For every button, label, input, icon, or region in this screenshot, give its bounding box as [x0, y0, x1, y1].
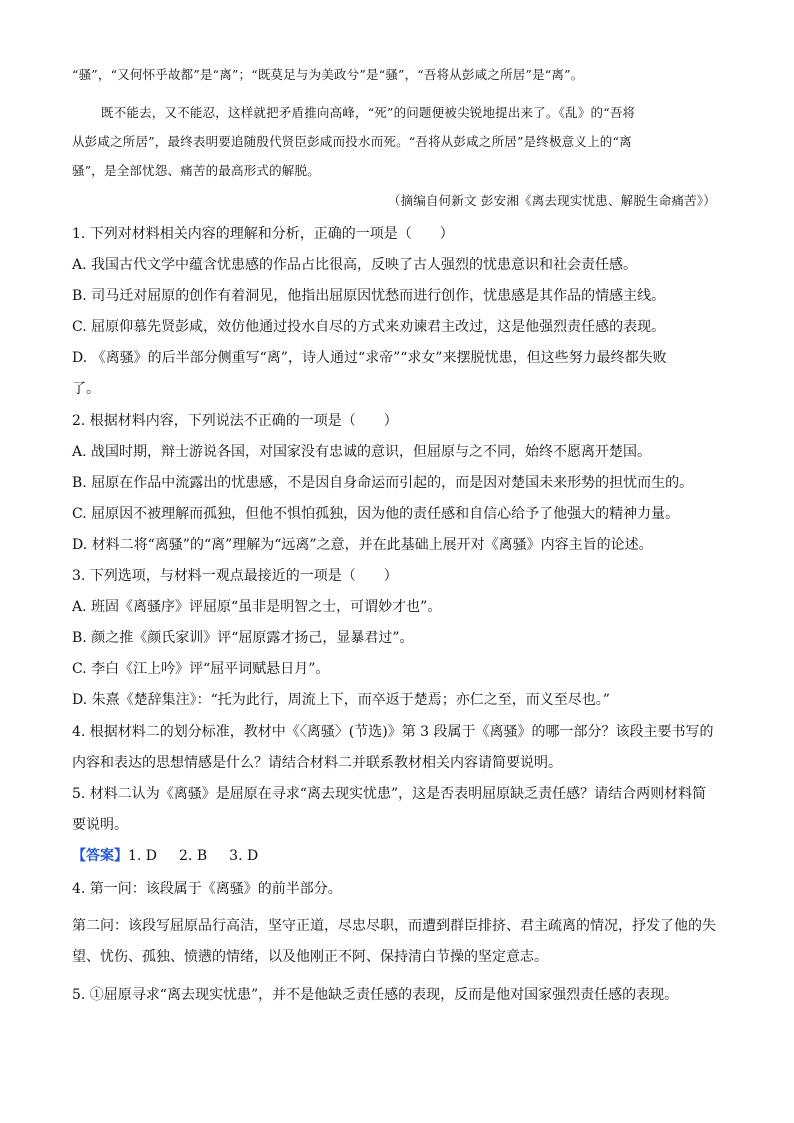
question-5-text-cont: 要说明。: [72, 817, 128, 833]
answer-2: 2. B: [179, 848, 208, 864]
passage-source: （摘编自何新文 彭安湘《离去现实忧患、解脱生命痛苦》）: [387, 193, 716, 208]
answer-5-first: 5. ①屈原寻求“离去现实忧患”，并不是他缺乏责任感的表现，反而是他对国家强烈责任感的表现。: [72, 987, 679, 1003]
question-5-text: 5. 材料二认为《离骚》是屈原在寻求“离去现实忧患”，这是否表明屈原缺乏责任感？请结合两则材料简: [72, 786, 707, 802]
question-3-stem: 3. 下列选项，与材料一观点最接近的一项是（ ）: [72, 568, 398, 584]
question-3-option-d: D. 朱熹《楚辞集注》：“托为此行，周流上下，而卒返于楚焉；亦仁之至，而义至尽也。”: [72, 692, 610, 708]
question-1-option-d: D. 《离骚》的后半部分侧重写“离”，诗人通过“求帝”“求女”来摆脱忧患，但这些努力最终都失败: [72, 350, 667, 366]
passage-line: 从彭咸之所居”，最终表明要追随殷代贤臣彭咸而投水而死。“吾将从彭咸之所居”是终极意义上的“离: [72, 134, 632, 149]
passage-line: 既不能去，又不能忍，这样就把矛盾推向高峰，“死”的问题便被尖锐地提出来了。《乱》的“吾将: [101, 105, 636, 120]
question-2-stem: 2. 根据材料内容，下列说法不正确的一项是（ ）: [72, 413, 398, 429]
question-3-option-c: C. 李白《江上吟》评“屈平词赋悬日月”。: [72, 661, 330, 677]
question-2-option-b: B. 屈原在作品中流露出的忧患感，不是因自身命运而引起的，而是因对楚国未来形势的担忧而生的。: [72, 475, 694, 491]
answer-4-second: 第二问：该段写屈原品行高洁，坚守正道，尽忠尽职，而遭到群臣排挤、君主疏离的情况，抒发了他的失: [72, 918, 716, 934]
passage-line: “骚”，“又何怀乎故都”是“离”；“既莫足与为美政兮”是“骚”，“吾将从彭咸之所居”是“离”。: [72, 67, 584, 82]
question-1-option-b: B. 司马迁对屈原的创作有着洞见，他指出屈原因忧愁而进行创作，忧患感是其作品的情感主线。: [72, 288, 666, 304]
answer-1: 1. D: [128, 848, 158, 864]
question-1-option-d-cont: 了。: [72, 381, 100, 397]
question-4-text-cont: 内容和表达的思想情感是什么？请结合材料二并联系教材相关内容请简要说明。: [72, 755, 562, 771]
question-3-option-a: A. 班固《离骚序》评屈原“虽非是明智之士，可谓妙才也”。: [72, 599, 442, 615]
question-3-option-b: B. 颜之推《颜氏家训》评“屈原露才扬己，显暴君过”。: [72, 630, 414, 646]
answer-4-second-cont: 望、忧伤、孤独、愤懑的情绪，以及他刚正不阿、保持清白节操的坚定意志。: [72, 949, 548, 965]
answer-4-first: 4. 第一问：该段属于《离骚》的前半部分。: [72, 881, 342, 897]
question-4-text: 4. 根据材料二的划分标准，教材中《〈离骚〉(节选)》第 3 段属于《离骚》的哪一部分？该段主要书写的: [72, 724, 714, 740]
answer-line: [72, 847, 258, 865]
question-1-stem: 1. 下列对材料相关内容的理解和分析，正确的一项是（ ）: [72, 226, 454, 242]
passage-line: 骚”，是全部忧怨、痛苦的最高形式的解脱。: [72, 163, 320, 178]
question-2-option-a: A. 战国时期，辩士游说各国，对国家没有忠诚的意识，但屈原与之不同，始终不愿离开楚国。: [72, 444, 652, 460]
question-2-option-d: D. 材料二将“离骚”的“离”理解为“远离”之意，并在此基础上展开对《离骚》内容主旨的论述。: [72, 537, 653, 553]
answer-tag: 【答案】: [72, 848, 128, 864]
question-1-option-a: A. 我国古代文学中蕴含忧患感的作品占比很高，反映了古人强烈的忧患意识和社会责任感。: [72, 257, 638, 273]
question-1-option-c: C. 屈原仰慕先贤彭咸，效仿他通过投水自尽的方式来劝谏君主改过，这是他强烈责任感的表现。: [72, 319, 666, 335]
question-2-option-c: C. 屈原因不被理解而孤独，但他不惧怕孤独，因为他的责任感和自信心给予了他强大的精神力量。: [72, 506, 680, 522]
answer-3: 3. D: [229, 848, 259, 864]
